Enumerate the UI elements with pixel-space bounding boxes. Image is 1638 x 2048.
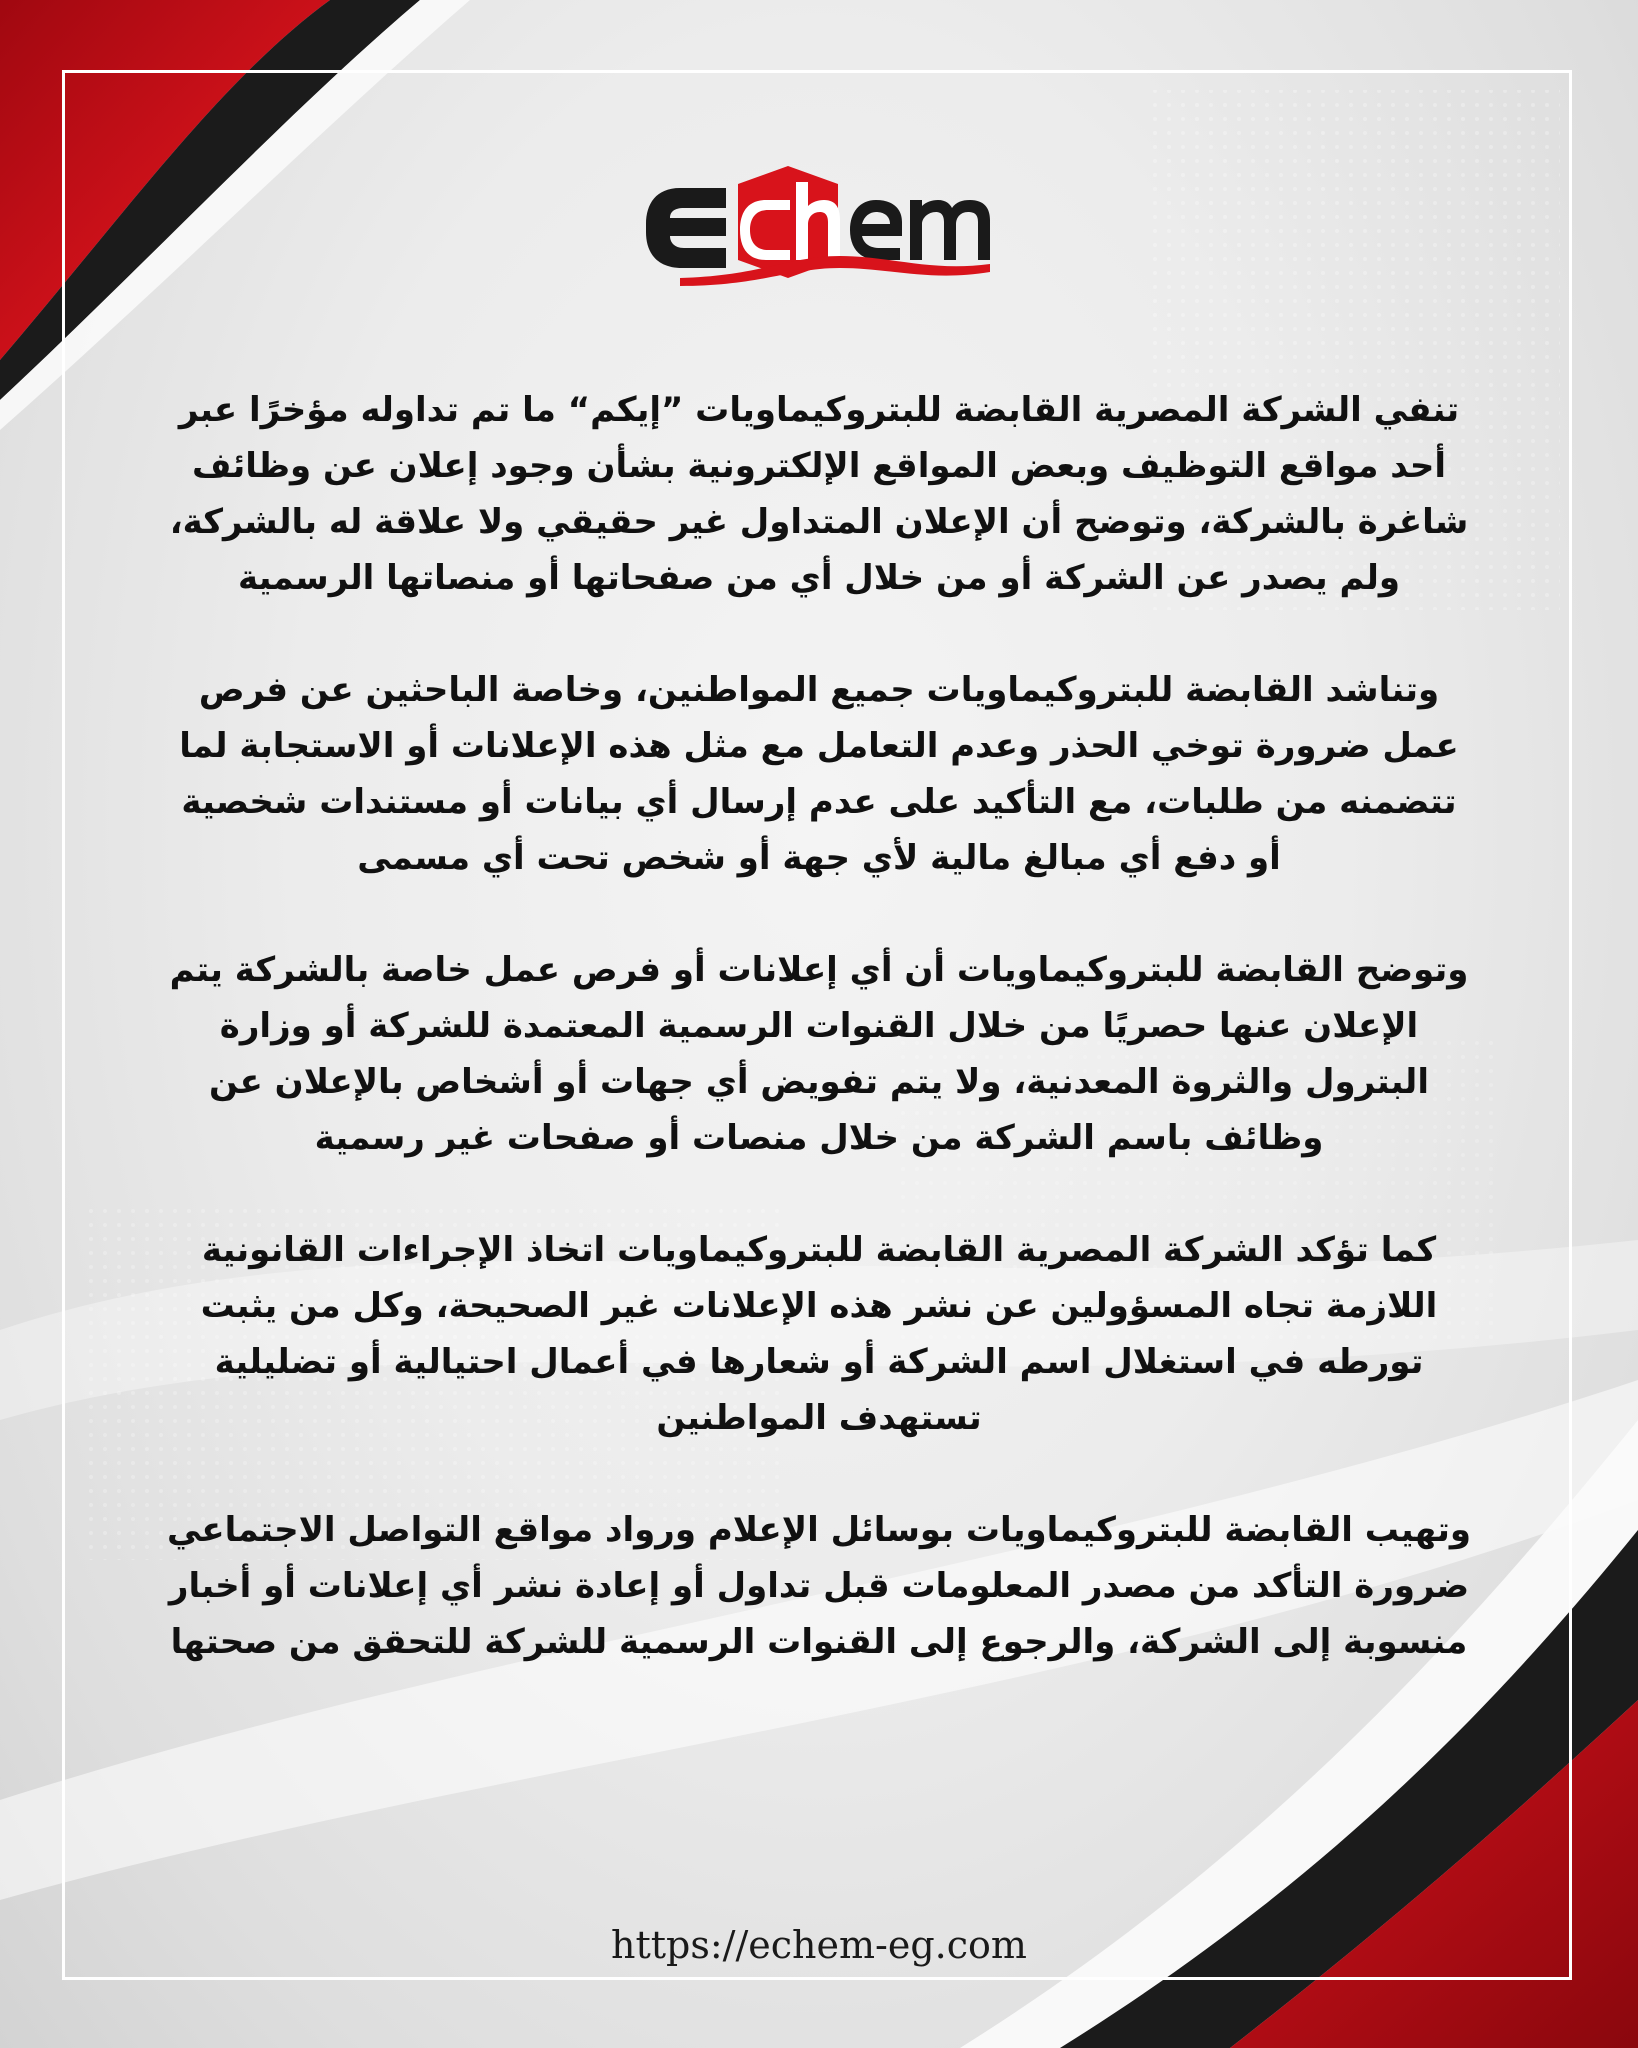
paragraph-4: كما تؤكد الشركة المصرية القابضة للبتروكيماويات اتخاذ الإجراءات القانونية اللازمة تجاه المسؤولين عن نشر هذه الإعلانات غير الصحيحة، وكل من يثبت تورطه في استغلال اسم الشركة أو شعارها في أعمال احتيالية أو تضليلية تستهدف المواطنين — [200, 1230, 1438, 1438]
website-url: https://echem-eg.com — [611, 1923, 1027, 1967]
echem-logo-icon — [640, 160, 1000, 295]
logo-swoosh — [680, 256, 990, 286]
paragraph-5: وتهيب القابضة للبتروكيماويات بوسائل الإعلام ورواد مواقع التواصل الاجتماعي ضرورة التأكد من مصدر المعلومات قبل تداول أو إعادة نشر أي إعلانات أو أخبار منسوبة إلى الشركة، والرجوع إلى القنوات الرسمية للشركة للتحقق من صحتها — [167, 1510, 1471, 1662]
echem-logo — [640, 160, 1000, 295]
logo-letter-e-small — [850, 200, 902, 260]
paragraph-1: تنفي الشركة المصرية القابضة للبتروكيماويات ”إيكم“ ما تم تداوله مؤخرًا عبر أحد مواقع التوظيف وبعض المواقع الإلكترونية بشأن وجود إعلان عن وظائف شاغرة بالشركة، وتوضح أن الإعلان المتداول غير حقيقي ولا علاقة له بالشركة، ولم يصدر عن الشركة أو من خلال أي من صفحاتها أو منصاتها الرسمية — [169, 390, 1469, 598]
announcement-body — [160, 382, 1478, 1670]
paragraph-2: وتناشد القابضة للبتروكيماويات جميع المواطنين، وخاصة الباحثين عن فرص عمل ضرورة توخي الحذر وعدم التعامل مع مثل هذه الإعلانات أو الاستجابة لما تتضمنه من طلبات، مع التأكيد على عدم إرسال أي بيانات أو مستندات شخصية أو دفع أي مبالغ مالية لأي جهة أو شخص تحت أي مسمى — [179, 670, 1459, 878]
paragraph-3: وتوضح القابضة للبتروكيماويات أن أي إعلانات أو فرص عمل خاصة بالشركة يتم الإعلان عنها حصريًا من خلال القنوات الرسمية المعتمدة للشركة أو وزارة البترول والثروة المعدنية، ولا يتم تفويض أي جهات أو أشخاص بالإعلان عن وظائف باسم الشركة من خلال منصات أو صفحات غير رسمية — [169, 950, 1469, 1158]
logo-letter-e — [646, 188, 726, 268]
logo-letter-m — [910, 200, 990, 260]
